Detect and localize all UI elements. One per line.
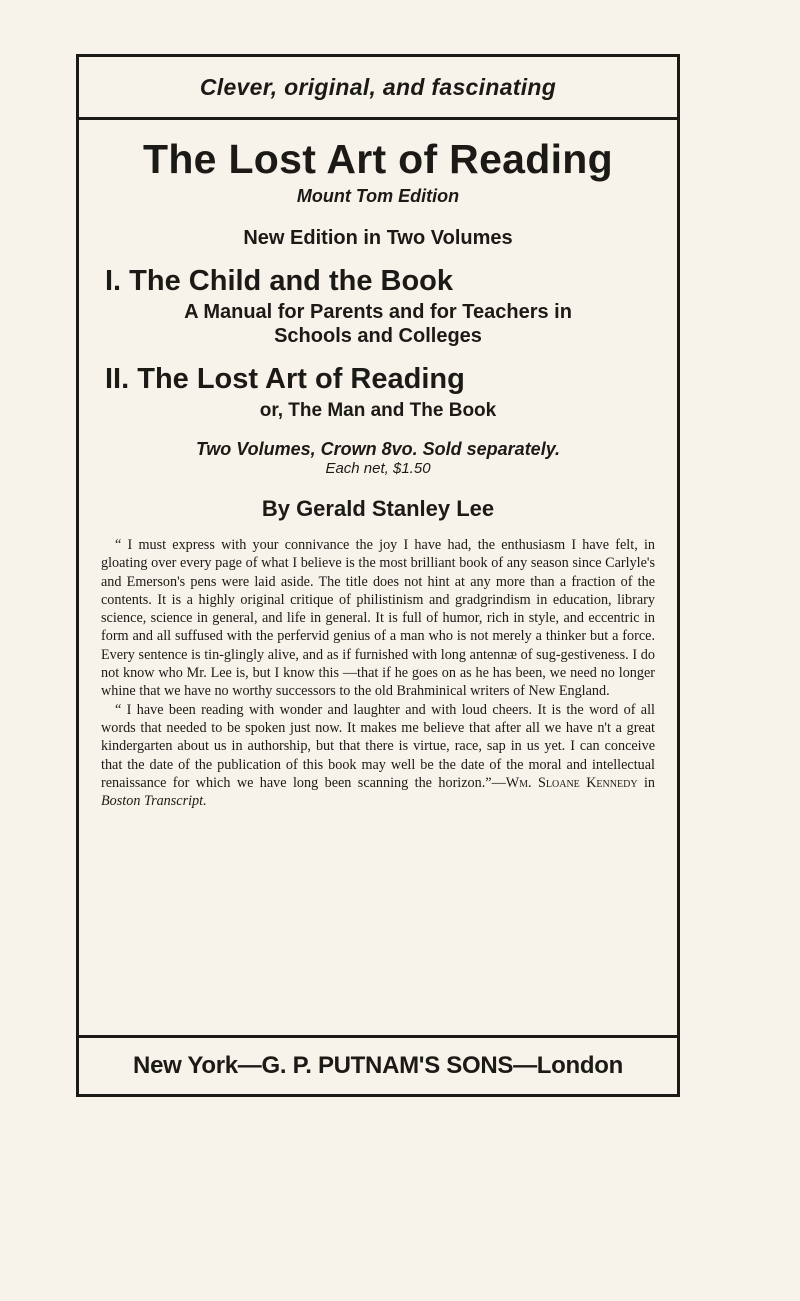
author-line: By Gerald Stanley Lee xyxy=(261,496,495,521)
quote-paragraph-1: “ I must express with your connivance the joy I have had, the enthusiasm I have felt, in gloating over every page of what I believe is the most brilliant book of any season since Carlyle's and Emerson's pens were laid aside. The title does not hint at any more than a fraction of the contents. It is a highly original critique of philistinism and gradgrindism in education, library science, science in general, and life in general. It is full of humor, rich in style, and eccentric in form and all suffused with the perfervid genius of a man who is not merely a thinker but a force. Every sentence is tin-glingly alive, and as if furnished with long antennæ of sug-gestiveness. I do not know who Mr. Lee is, but I know this —that if he goes on as he has been, we need no longer whine that we have no worthy successors to the old Brahminical writers of New England. xyxy=(101,537,655,700)
quote-attribution-source: Boston Transcript. xyxy=(101,793,207,810)
volume1-subtitle-line2: Schools and Colleges xyxy=(274,325,482,347)
ad-content xyxy=(79,120,677,810)
volume1-subtitle xyxy=(97,300,659,348)
quote-paragraph-2 xyxy=(101,701,655,811)
review-quote xyxy=(101,536,655,810)
volume1-subtitle-line1: A Manual for Parents and for Teachers in xyxy=(184,301,572,323)
quote-attribution-in: in xyxy=(637,774,655,791)
quote-paragraph-2-text: “ I have been reading with wonder and laughter and with loud cheers. It is the word of all words that needed to be spoken just now. It makes me believe that after all we have n't a great kindergarten about us in authorship, but that there is virtue, race, sap in us yet. I can conceive that the date of the publication of this book may well be the date of the moral and intellectual renaissance for which we have long been scanning the horizon.”— xyxy=(101,701,655,791)
volume2-title: II. The Lost Art of Reading xyxy=(105,363,465,395)
footer-banner xyxy=(79,1035,677,1094)
advertisement-frame xyxy=(76,54,680,1097)
format-line: Two Volumes, Crown 8vo. Sold separately. xyxy=(195,439,561,459)
new-edition-line: New Edition in Two Volumes xyxy=(243,227,513,249)
book-title: The Lost Art of Reading xyxy=(142,136,614,182)
publisher-line: New York—G. P. PUTNAM'S SONS—London xyxy=(133,1052,623,1079)
edition-name: Mount Tom Edition xyxy=(296,186,460,206)
quote-attribution-name: Wm. Sloane Kennedy xyxy=(505,774,638,791)
price-line: Each net, $1.50 xyxy=(325,460,431,477)
volume2-subtitle: or, The Man and The Book xyxy=(259,400,497,421)
volume1-title: I. The Child and the Book xyxy=(105,265,453,297)
header-banner xyxy=(79,57,677,120)
header-banner-text: Clever, original, and fascinating xyxy=(199,73,557,100)
